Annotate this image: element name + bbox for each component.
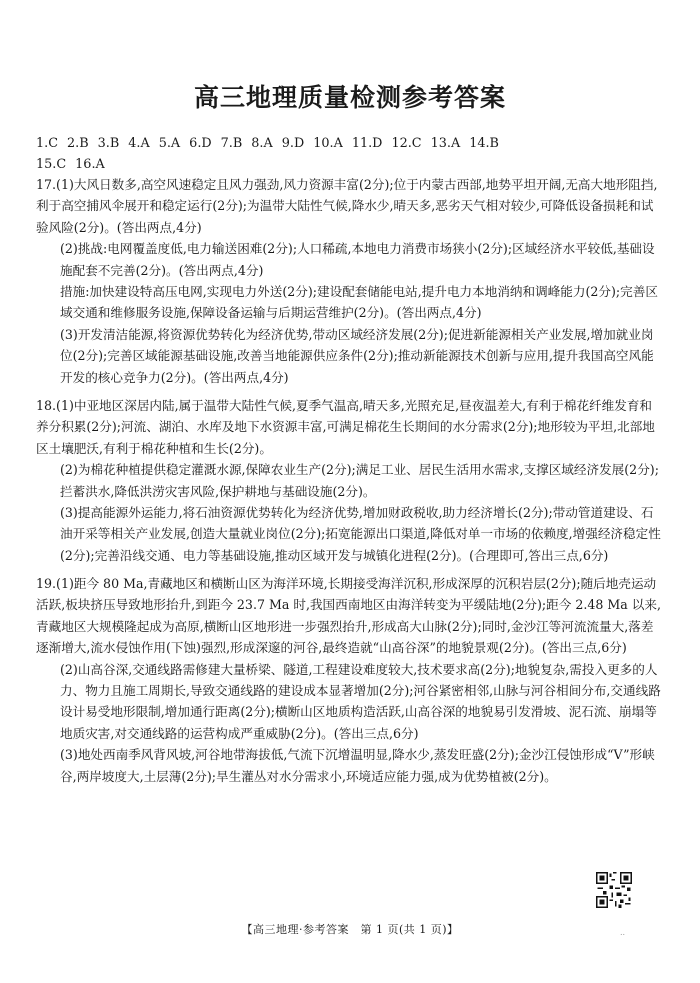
answer-paragraph: (2)挑战:电网覆盖度低,电力输送困难(2分);人口稀疏,本地电力消费市场狭小(2分);区域经济水平较低,基础设施配套不完善(2分)。(答出两点,4分)	[60, 241, 655, 278]
mc-answer: 8.A	[251, 136, 273, 151]
mc-answer: 13.A	[430, 136, 461, 151]
question-number: 17.(1)大风日数多,高空风速稳定且风力强劲,风力资源丰富(2分);位于内蒙古西部,地势平坦开阔,无高大地形阻挡,利于高空捕风伞展开和稳定运行(2分);为温带大陆性气候,降水少,晴天多,恶劣天气相对较少,可降低设备损耗和试验风险(2分)。(答出两点,4分)	[36, 177, 658, 235]
mc-answer: 16.A	[75, 157, 105, 172]
multiple-choice-answers	[36, 133, 666, 175]
footer-mark: ..	[620, 928, 626, 937]
question-17	[36, 174, 664, 388]
mc-answer: 2.B	[67, 136, 89, 151]
mc-answer: 12.C	[391, 136, 422, 151]
page-title: 高三地理质量检测参考答案	[193, 83, 506, 112]
question-number: 18.(1)中亚地区深居内陆,属于温带大陆性气候,夏季气温高,晴天多,光照充足,昼夜温差大,有利于棉花纤维发育和养分积累(2分);河流、湖泊、水库及地下水资源丰富,可满足棉花生长期间的水分需求(2分);地形较为平坦,北部地区土壤肥沃,有利于棉花种植和生长(2分)。	[36, 398, 655, 456]
mc-answer: 6.D	[189, 136, 212, 151]
question-18	[36, 395, 664, 566]
mc-answer: 3.B	[97, 136, 120, 151]
mc-answer: 7.B	[220, 136, 243, 151]
mc-answer: 1.C	[36, 136, 59, 151]
question-19	[36, 573, 664, 787]
answer-paragraph: (2)为棉花种植提供稳定灌溉水源,保障农业生产(2分);满足工业、居民生活用水需求,支撑区域经济发展(2分);拦蓄洪水,降低洪涝灾害风险,保护耕地与基础设施(2分)。	[60, 462, 659, 499]
answer-paragraph: (2)山高谷深,交通线路需修建大量桥梁、隧道,工程建设难度较大,技术要求高(2分);地貌复杂,需投入更多的人力、物力且施工周期长,导致交通线路的建设成本显著增加(2分);河谷紧密相邻,山脉与河谷相间分布,交通线路设计易受地形限制,增加通行距离(2分);横断山区地质构造活跃,山高谷深的地貌易引发滑坡、泥石流、崩塌等地质灾害,对交通线路的运营构成严重威胁(2分)。(答出三点,6分)	[60, 661, 661, 741]
answer-paragraph: (3)开发清洁能源,将资源优势转化为经济优势,带动区域经济发展(2分);促进新能源相关产业发展,增加就业岗位(2分);完善区域能源基础设施,改善当地能源供应条件(2分);推动新能源技术创新与应用,提升我国高空风能开发的核心竞争力(2分)。(答出两点,4分)	[60, 326, 654, 385]
page-footer: 【高三地理·参考答案 第 1 页(共 1 页)】	[241, 923, 459, 936]
mc-answer: 14.B	[469, 136, 499, 151]
answer-paragraph: 措施:加快建设特高压电网,实现电力外送(2分);建设配套储能电站,提升电力本地消纳和调峰能力(2分);完善区域交通和维修服务设施,保障设备运输与后期运营维护(2分)。(答出两点,4分)	[60, 284, 658, 321]
mc-answer: 11.D	[351, 136, 383, 151]
answer-paragraph: (3)提高能源外运能力,将石油资源优势转化为经济优势,增加财政税收,助力经济增长(2分);带动管道建设、石油开采等相关产业发展,创造大量就业岗位(2分);拓宽能源出口渠道,降低对单一市场的依赖度,增强经济稳定性(2分);完善沿线交通、电力等基础设施,推动区域开发与城镇化进程(2分)。(合理即可,答出三点,6分)	[60, 505, 661, 563]
mc-answer: 15.C	[36, 157, 67, 172]
qr-code-icon	[596, 872, 632, 908]
mc-answer: 5.A	[158, 136, 181, 151]
mc-answer: 9.D	[281, 136, 305, 151]
question-number: 19.(1)距今 80 Ma,青藏地区和横断山区为海洋环境,长期接受海洋沉积,形成深厚的沉积岩层(2分);随后地壳运动活跃,板块挤压导致地形抬升,到距今 23.7 Ma 时,我国西南地区由海洋转变为平缓陆地(2分);距今 2.48 Ma 以来,青藏地区大规模隆起成为高原,横断山区地形进一步强烈抬升,形成高大山脉(2分);同时,金沙江等河流流量大,落差逐渐增大,流水侵蚀作用(下蚀)强烈,形成深邃的河谷,最终造就“山高谷深”的地貌景观(2分)。(答出三点,6分)	[36, 576, 661, 656]
mc-answer: 10.A	[313, 136, 343, 151]
answer-paragraph: (3)地处西南季风背风坡,河谷地带海拔低,气流下沉增温明显,降水少,蒸发旺盛(2分);金沙江侵蚀形成“V”形峡谷,两岸坡度大,土层薄(2分);旱生灌丛对水分需求小,环境适应能力强,成为优势植被(2分)。	[60, 747, 655, 784]
mc-answer: 4.A	[128, 136, 150, 151]
